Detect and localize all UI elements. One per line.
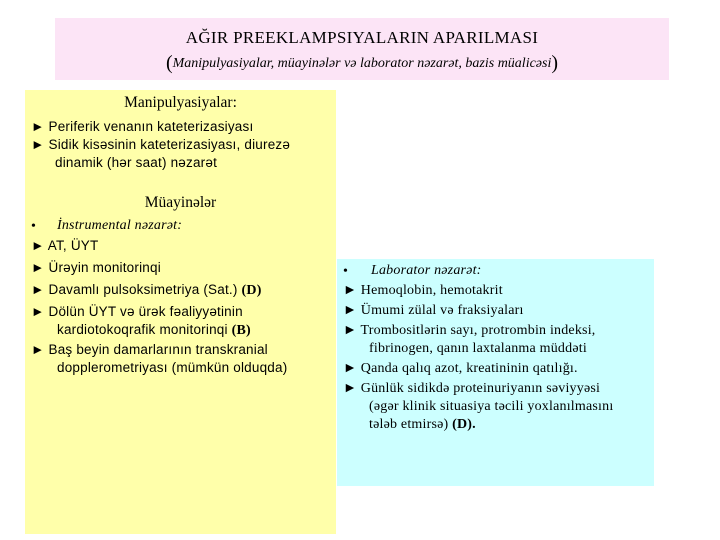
examinations-heading: Müayinələr (144, 194, 217, 211)
instr-item (31, 282, 262, 299)
subtitle-paren-open: ( (165, 52, 173, 74)
instr-item-text: ► Davamlı pulsoksimetriya (Sat.) (31, 282, 242, 297)
instr-item-text: kardiotokoqrafik monitorinqi (57, 322, 232, 337)
lab-item: ► Ümumi zülal və fraksiyaları (343, 303, 524, 318)
evidence-grade: (D). (452, 417, 476, 432)
subtitle-paren-close: ) (551, 52, 559, 74)
lab-item: ► Trombositlərin sayı, protrombin indeksi, (343, 323, 596, 338)
right-panel (337, 259, 654, 486)
lab-item: fibrinogen, qanın laxtalanma müddəti (369, 341, 587, 356)
lab-item (369, 417, 476, 433)
instr-item: ► AT, ÜYT (31, 238, 99, 253)
lab-item: (əgər klinik situasiya təcili yoxlanılmasını (369, 399, 614, 414)
instr-item: ► Ürəyin monitorinqi (31, 260, 161, 275)
subtitle-text: Manipulyasiyalar, müayinələr və laborator nəzarət, bazis müalicəsi (172, 56, 552, 71)
lab-item: ► Qanda qalıq azot, kreatininin qatılığı. (343, 361, 578, 376)
lab-item-text: tələb etmirsə) (369, 417, 453, 432)
evidence-grade: (B) (231, 323, 251, 338)
instrumental-label: İnstrumental nəzarət: (57, 218, 183, 233)
laboratory-label: Laborator nəzarət: (371, 263, 482, 278)
instrumental-bullet: • (31, 219, 37, 234)
instr-item: ► Baş beyin damarlarının transkranial (31, 342, 268, 357)
instr-item: ► Dölün ÜYT və ürək fəaliyyətinin (31, 304, 243, 319)
page-subtitle (55, 52, 669, 75)
laboratory-bullet: • (343, 264, 349, 279)
evidence-grade: (D) (241, 283, 262, 298)
instr-item (57, 322, 251, 339)
lab-item: ► Günlük sidikdə proteinuriyanın səviyyəsi (343, 381, 601, 396)
left-panel (25, 90, 336, 534)
manip-item: ► Periferik venanın kateterizasiyası (31, 119, 254, 134)
manipulations-heading: Manipulyasiyalar: (124, 94, 237, 111)
title-banner (55, 18, 669, 80)
manip-item: dinamik (hər saat) nəzarət (55, 155, 218, 170)
page-title: AĞIR PREEKLAMPSIYALARIN APARILMASI (185, 28, 539, 47)
instr-item: dopplerometriyası (mümkün olduqda) (57, 360, 288, 375)
lab-item: ► Hemoqlobin, hemotakrit (343, 283, 503, 298)
manip-item: ► Sidik kisəsinin kateterizasiyası, diurezə (31, 137, 291, 152)
